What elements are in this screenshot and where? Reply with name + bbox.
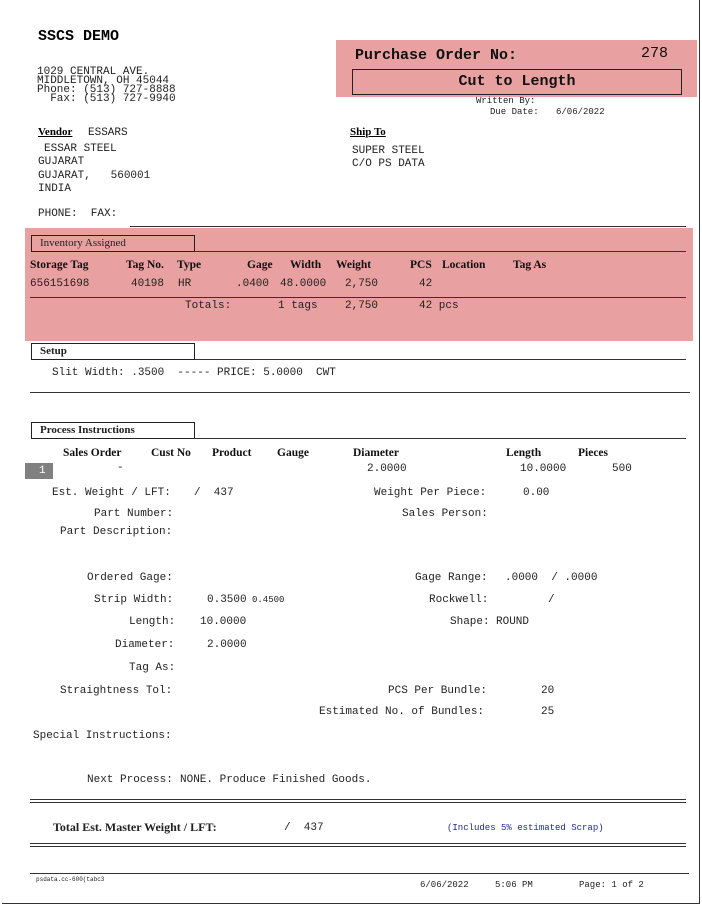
- gage-range-label: Gage Range:: [415, 572, 488, 584]
- inv-tag-no: 40198: [131, 278, 165, 290]
- inv-pcs: 42: [419, 278, 433, 290]
- totals-bottom-rule: [30, 843, 686, 847]
- vendor-code: ESSARS: [88, 127, 128, 139]
- scrap-note: (Includes 5% estimated Scrap): [447, 823, 604, 833]
- proc-col-sales-order: Sales Order: [63, 447, 122, 459]
- proc-length: 10.0000: [520, 463, 567, 475]
- company-name: SSCS DEMO: [38, 28, 120, 45]
- proc-col-gauge: Gauge: [277, 447, 309, 459]
- company-address: [37, 68, 176, 104]
- pcs-per-bundle-value: 20: [541, 685, 555, 697]
- inv-col-gage: Gage: [247, 259, 273, 271]
- inv-col-storage-tag: Storage Tag: [30, 259, 89, 271]
- inv-width: 48.0000: [280, 278, 327, 290]
- ship-to-name: SUPER STEEL: [352, 145, 425, 157]
- diameter-label: Diameter:: [115, 639, 175, 651]
- vendor-label: Vendor: [38, 126, 73, 138]
- inv-col-tag-as: Tag As: [513, 259, 547, 271]
- weight-per-piece-value: 0.00: [523, 487, 550, 499]
- inv-totals-tags: 1 tags: [278, 300, 318, 312]
- proc-col-pieces: Pieces: [578, 447, 609, 459]
- company-fax: Fax: (513) 727-9940: [37, 93, 176, 105]
- setup-text: Slit Width: .3500 ----- PRICE: 5.0000 CWT: [52, 367, 336, 379]
- proc-col-length: Length: [506, 447, 542, 459]
- sales-person-label: Sales Person:: [402, 508, 488, 520]
- due-date-label: Due Date:: [490, 107, 539, 117]
- part-description-label: Part Description:: [60, 526, 173, 538]
- po-number: 278: [641, 45, 669, 62]
- proc-col-diameter: Diameter: [353, 447, 399, 459]
- setup-section-label: Setup: [31, 343, 195, 360]
- proc-diameter: 2.0000: [367, 463, 407, 475]
- inv-col-location: Location: [442, 259, 486, 271]
- inv-totals-weight: 2,750: [345, 300, 379, 312]
- inventory-header-line: [194, 251, 686, 252]
- inv-type: HR: [178, 278, 192, 290]
- strip-width-extra: 0.4500: [252, 595, 285, 605]
- company-phone: Phone: (513) 727-8888: [37, 84, 176, 96]
- footer-time: 5:06 PM: [495, 880, 533, 890]
- special-instructions-label: Special Instructions:: [33, 730, 172, 742]
- est-bundles-value: 25: [541, 706, 555, 718]
- gage-range-value: .0000 / .0000: [505, 572, 598, 584]
- ordered-gage-label: Ordered Gage:: [87, 572, 173, 584]
- weight-per-piece-label: Weight Per Piece:: [374, 487, 487, 499]
- written-by-label: Written By:: [476, 96, 536, 106]
- est-weight-label: Est. Weight / LFT:: [52, 487, 171, 499]
- straightness-label: Straightness Tol:: [60, 685, 173, 697]
- proc-pieces: 500: [612, 463, 632, 475]
- vendor-line3: GUJARAT, 560001: [38, 170, 151, 182]
- company-address1: 1029 CENTRAL AVE.: [37, 66, 150, 78]
- inv-col-type: Type: [177, 259, 202, 271]
- inv-col-weight: Weight: [336, 259, 372, 271]
- total-master-weight-value: / 437: [284, 822, 324, 834]
- vendor-phone-fax: PHONE: FAX:: [38, 208, 118, 220]
- operation-box: Cut to Length: [352, 69, 682, 95]
- vendor-line2: GUJARAT: [38, 156, 85, 168]
- process-section-label: Process Instructions: [31, 422, 195, 439]
- proc-col-product: Product: [212, 447, 252, 459]
- strip-width-label: Strip Width:: [94, 594, 174, 606]
- ship-to-label: Ship To: [350, 126, 386, 138]
- est-bundles-label: Estimated No. of Bundles:: [319, 706, 485, 718]
- inv-col-tag-no: Tag No.: [126, 259, 164, 271]
- po-title: Purchase Order No:: [355, 47, 518, 64]
- pcs-per-bundle-label: PCS Per Bundle:: [388, 685, 488, 697]
- vendor-divider: [130, 226, 686, 227]
- inv-weight: 2,750: [345, 278, 379, 290]
- process-header-line: [194, 438, 686, 439]
- footer-rule: [30, 873, 689, 874]
- footer-date: 6/06/2022: [420, 880, 469, 890]
- total-master-weight-label: Total Est. Master Weight / LFT:: [53, 820, 217, 834]
- company-address2: MIDDLETOWN, OH 45044: [37, 75, 170, 87]
- sequence-number: 1: [25, 463, 53, 479]
- rockwell-value: /: [548, 594, 555, 606]
- shape-label: Shape:: [450, 616, 490, 628]
- footer-source: psdata.cc-600(tabc3: [36, 876, 105, 883]
- vendor-country: INDIA: [38, 183, 72, 195]
- inventory-totals-line: [30, 297, 686, 298]
- est-weight-value: / 437: [194, 487, 234, 499]
- proc-col-cust-no: Cust No: [151, 447, 191, 459]
- totals-top-rule: [30, 799, 686, 803]
- due-date-value: 6/06/2022: [556, 107, 605, 117]
- inv-col-width: Width: [290, 259, 322, 271]
- proc-sales-order: -: [117, 462, 124, 474]
- next-process-value: NONE. Produce Finished Goods.: [180, 774, 372, 786]
- footer-page: Page: 1 of 2: [579, 880, 644, 890]
- inv-col-pcs: PCS: [410, 259, 432, 271]
- vendor-name: ESSAR STEEL: [44, 143, 117, 155]
- rockwell-label: Rockwell:: [429, 594, 489, 606]
- inv-gage: .0400: [236, 278, 270, 290]
- ship-to-line2: C/O PS DATA: [352, 158, 425, 170]
- setup-header-line: [194, 359, 686, 360]
- inv-totals-label: Totals:: [185, 300, 232, 312]
- inv-storage-tag: 656151698: [30, 278, 90, 290]
- inventory-section-label: Inventory Assigned: [31, 235, 195, 252]
- length-label: Length:: [129, 616, 176, 628]
- diameter-value: 2.0000: [207, 639, 247, 651]
- part-number-label: Part Number:: [94, 508, 174, 520]
- strip-width-value: 0.3500: [207, 594, 247, 606]
- tag-as-label: Tag As:: [129, 662, 176, 674]
- shape-value: ROUND: [496, 616, 530, 628]
- length-value: 10.0000: [200, 616, 247, 628]
- next-process-label: Next Process:: [87, 774, 173, 786]
- inv-totals-pcs: 42 pcs: [419, 300, 459, 312]
- setup-divider: [30, 392, 690, 393]
